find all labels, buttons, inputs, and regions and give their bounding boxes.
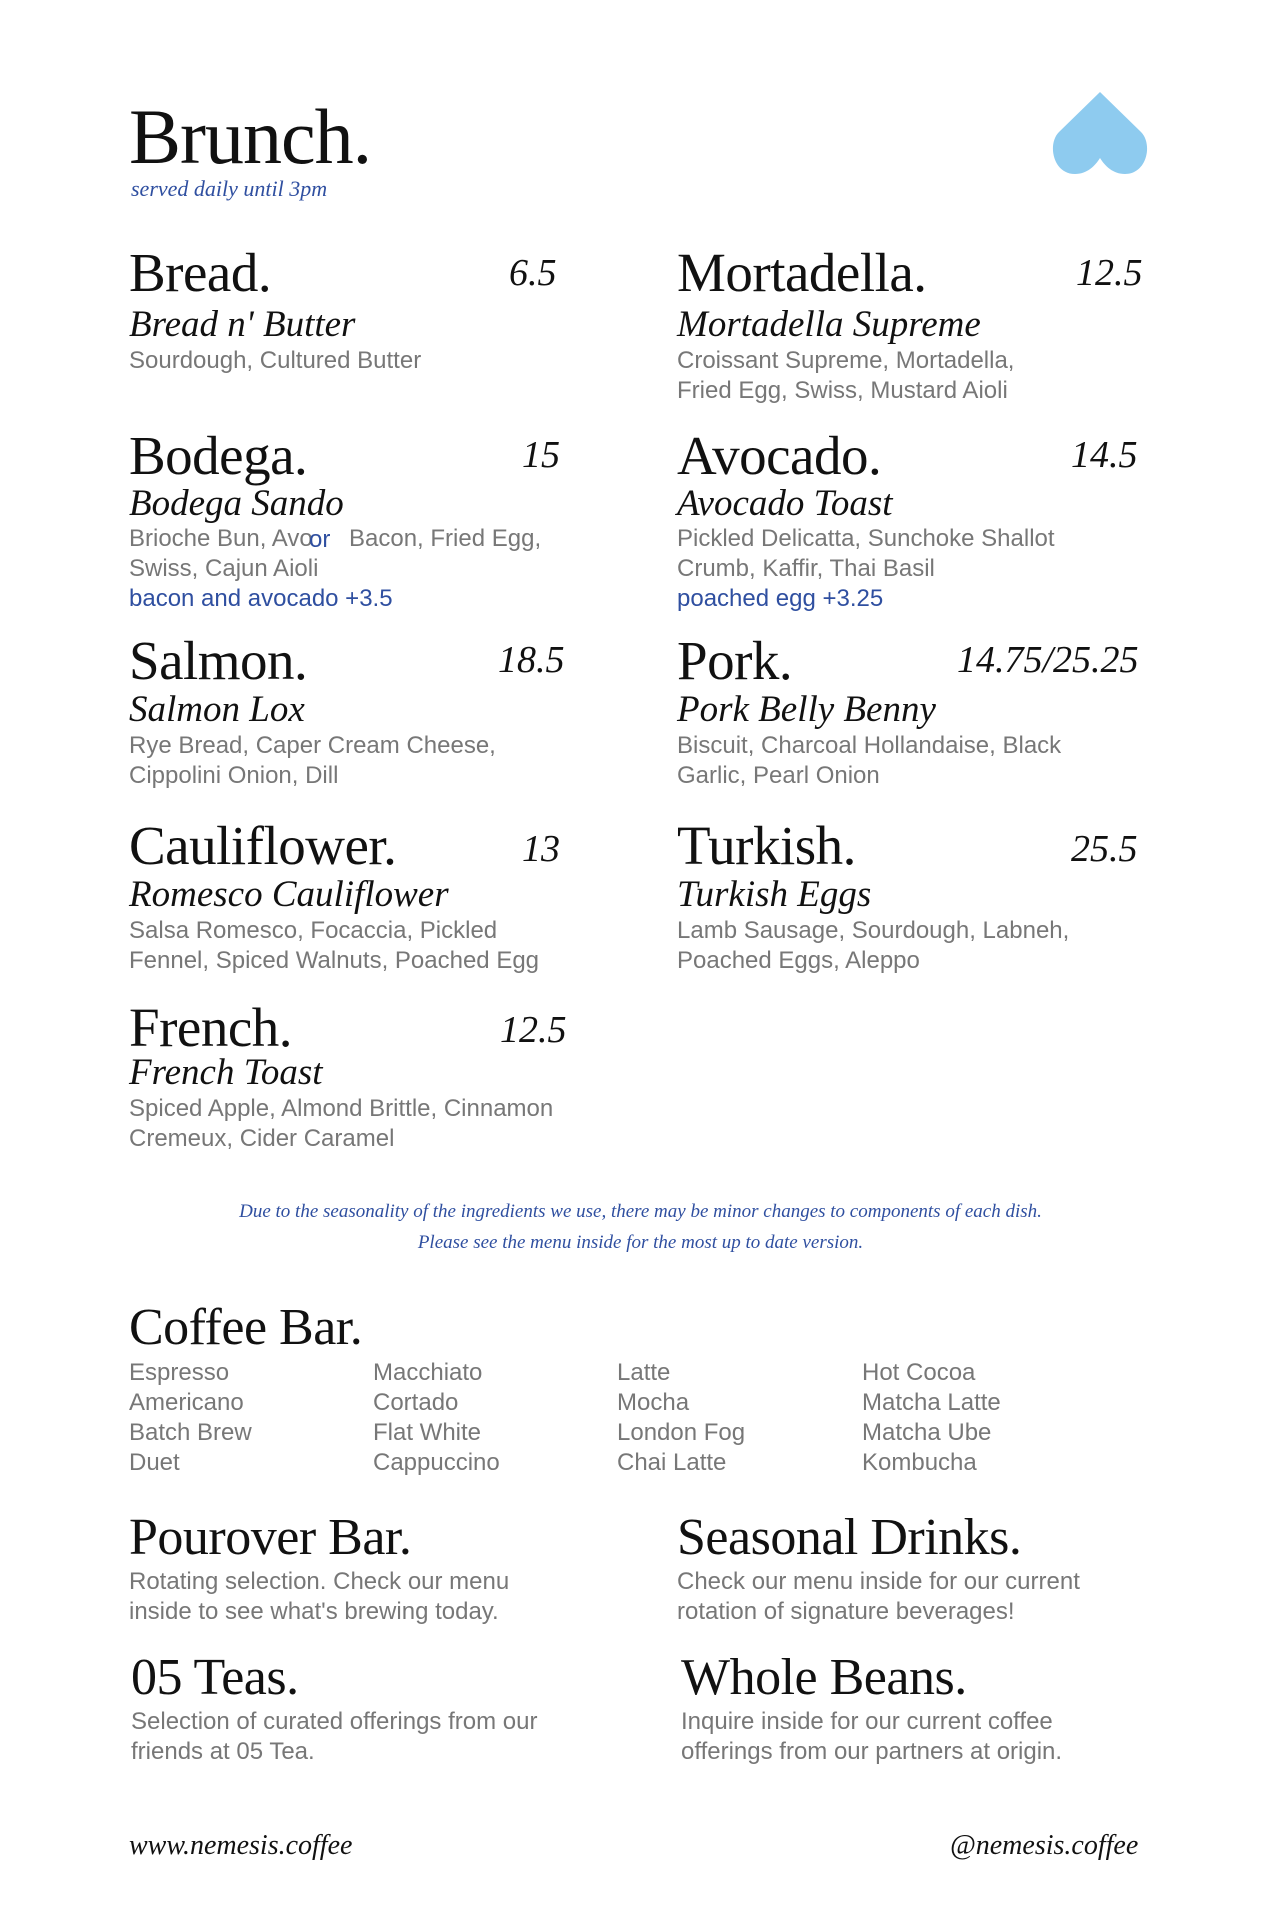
dish-name: Salmon Lox [129, 689, 305, 730]
drink-item: Duet [129, 1449, 180, 1476]
dish-description [129, 916, 539, 976]
coffee-column [617, 1358, 745, 1478]
description-line: Brioche Bun, Avo [129, 525, 313, 552]
description-line: Rye Bread, Caper Cream Cheese, [129, 732, 496, 759]
coffee-column [373, 1358, 500, 1478]
drink-item: Cortado [373, 1389, 459, 1416]
description-line: Swiss, Cajun Aioli [129, 555, 319, 582]
price: 15 [522, 434, 560, 476]
drink-item: Matcha Ube [862, 1419, 992, 1446]
coffee-bar-title: Coffee Bar. [129, 1299, 363, 1356]
dish-description [677, 916, 1069, 976]
price: 12.5 [1076, 252, 1143, 294]
dish-name: Turkish Eggs [677, 874, 872, 915]
description-line: Lamb Sausage, Sourdough, Labneh, [677, 917, 1070, 944]
category-title: Bread. [129, 242, 272, 303]
overlay-text: or [309, 526, 331, 553]
pourover-title: Pourover Bar. [129, 1509, 412, 1566]
price: 12.5 [500, 1009, 567, 1051]
description-line: Check our menu inside for our current [677, 1568, 1080, 1595]
dish-name: Romesco Cauliflower [129, 874, 449, 915]
addon-text: poached egg +3.25 [677, 585, 884, 612]
category-title: Mortadella. [677, 242, 927, 303]
dish-description [677, 346, 1014, 406]
category-title: Pork. [677, 630, 793, 691]
drink-item: Matcha Latte [862, 1389, 1001, 1416]
category-title: Salmon. [129, 630, 308, 691]
notice-line: Please see the menu inside for the most up to date version. [417, 1232, 864, 1253]
description-line: inside to see what's brewing today. [129, 1598, 499, 1625]
description-line: offerings from our partners at origin. [681, 1738, 1063, 1765]
price: 18.5 [498, 639, 565, 681]
description-line: rotation of signature beverages! [677, 1598, 1015, 1625]
dish-name: Pork Belly Benny [677, 689, 936, 730]
category-title: Cauliflower. [129, 815, 397, 876]
description-line: Biscuit, Charcoal Hollandaise, Black [677, 732, 1062, 759]
coffee-column [129, 1358, 252, 1478]
pourover-description [129, 1567, 509, 1627]
beans-description [681, 1707, 1062, 1767]
beans-title: Whole Beans. [681, 1649, 967, 1706]
category-title: Turkish. [677, 815, 856, 876]
dish-name: Bodega Sando [129, 483, 344, 524]
heart-logo-shape [1053, 92, 1147, 174]
addon-text: bacon and avocado +3.5 [129, 585, 393, 612]
drink-item: Espresso [129, 1359, 230, 1386]
price: 14.5 [1071, 434, 1138, 476]
drink-item: Mocha [617, 1389, 690, 1416]
dish-description [129, 731, 496, 791]
teas-title: 05 Teas. [131, 1649, 299, 1706]
description-line: Garlic, Pearl Onion [677, 762, 880, 789]
description-line: Crumb, Kaffir, Thai Basil [677, 555, 935, 582]
drink-item: Kombucha [862, 1449, 977, 1476]
description-line: Fennel, Spiced Walnuts, Poached Egg [129, 947, 540, 974]
price: 13 [522, 828, 560, 870]
drink-item: Macchiato [373, 1359, 483, 1386]
drink-item: Latte [617, 1359, 671, 1386]
seasonality-notice [0, 1196, 1281, 1258]
dish-description [129, 1094, 553, 1154]
description-line: Selection of curated offerings from our [131, 1708, 538, 1735]
description-line: Sourdough, Cultured Butter [129, 347, 422, 374]
dish-name: French Toast [129, 1052, 323, 1093]
drink-item: Americano [129, 1389, 244, 1416]
drink-item: London Fog [617, 1419, 746, 1446]
description-line: friends at 05 Tea. [131, 1738, 315, 1765]
description-line: Pickled Delicatta, Sunchoke Shallot [677, 525, 1055, 552]
price: 25.5 [1071, 828, 1138, 870]
category-title: French. [129, 997, 292, 1058]
dish-name: Mortadella Supreme [677, 304, 981, 345]
description-line: Bacon, Fried Egg, [349, 525, 542, 552]
category-title: Avocado. [677, 425, 882, 486]
page-title: Brunch. [129, 93, 372, 180]
drink-item: Flat White [373, 1419, 482, 1446]
dish-name: Bread n' Butter [129, 304, 356, 345]
page-subtitle: served daily until 3pm [131, 176, 328, 201]
price: 14.75/25.25 [957, 639, 1139, 681]
notice-line: Due to the seasonality of the ingredients we use, there may be minor changes to components of each dish. [239, 1201, 1042, 1222]
dish-description [677, 524, 1055, 584]
description-line: Cippolini Onion, Dill [129, 762, 339, 789]
description-line: Cremeux, Cider Caramel [129, 1125, 395, 1152]
dish-description [129, 346, 421, 376]
dish-name: Avocado Toast [677, 483, 893, 524]
seasonal-title: Seasonal Drinks. [677, 1509, 1022, 1566]
description-line: Spiced Apple, Almond Brittle, Cinnamon [129, 1095, 554, 1122]
description-line: Salsa Romesco, Focaccia, Pickled [129, 917, 498, 944]
seasonal-description [677, 1567, 1080, 1627]
teas-description [131, 1707, 537, 1767]
drink-item: Chai Latte [617, 1449, 727, 1476]
drink-item: Hot Cocoa [862, 1359, 976, 1386]
social-handle-link[interactable]: @nemesis.coffee [950, 1830, 1139, 1861]
website-link[interactable]: www.nemesis.coffee [129, 1830, 353, 1861]
description-line: Rotating selection. Check our menu [129, 1568, 510, 1595]
category-title: Bodega. [129, 425, 308, 486]
dish-description [677, 731, 1061, 791]
coffee-column [862, 1358, 1001, 1478]
description-line: Croissant Supreme, Mortadella, [677, 347, 1015, 374]
description-line: Inquire inside for our current coffee [681, 1708, 1053, 1735]
drink-item: Cappuccino [373, 1449, 500, 1476]
description-line: Fried Egg, Swiss, Mustard Aioli [677, 377, 1008, 404]
drink-item: Batch Brew [129, 1419, 252, 1446]
description-line: Poached Eggs, Aleppo [677, 947, 920, 974]
price: 6.5 [509, 252, 557, 294]
heart-logo-icon [1049, 90, 1151, 176]
